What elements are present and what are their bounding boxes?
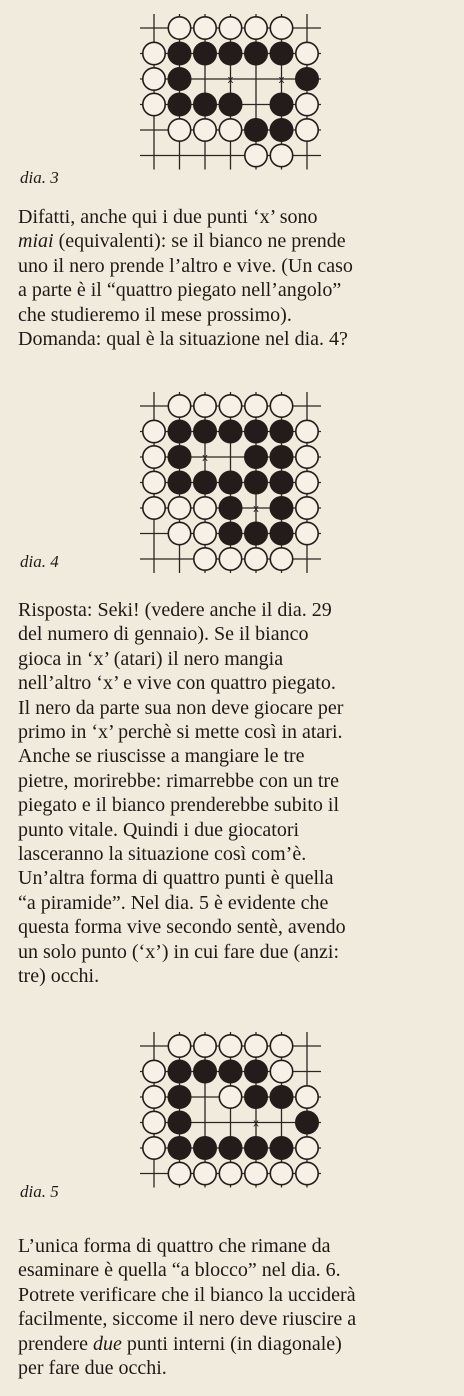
white-stone	[296, 522, 318, 544]
white-stone	[270, 1035, 292, 1057]
paragraph-2	[18, 598, 458, 989]
text-line	[18, 303, 458, 327]
white-stone	[194, 522, 216, 544]
white-stone	[194, 395, 216, 417]
text-line	[18, 866, 458, 890]
black-stone	[168, 1086, 190, 1108]
white-stone	[296, 1137, 318, 1159]
emphasis-text: miai	[18, 230, 54, 253]
white-stone	[296, 119, 318, 141]
text-line	[18, 622, 458, 646]
text-run: pietre, morirebbe: rimarrebbe con un tre	[18, 769, 339, 792]
text-run: L’unica forma di quattro che rimane da	[18, 1235, 331, 1257]
black-stone	[245, 42, 267, 64]
white-stone	[143, 1060, 165, 1082]
text-line	[18, 205, 458, 229]
black-stone	[194, 420, 216, 442]
white-stone	[194, 548, 216, 570]
white-stone	[143, 1086, 165, 1108]
white-stone	[296, 420, 318, 442]
text-line	[18, 671, 458, 695]
x-point-mark: x	[227, 74, 234, 86]
x-point-mark: x	[253, 1117, 259, 1130]
white-stone	[296, 1086, 318, 1108]
text-line	[18, 1332, 458, 1356]
black-stone	[168, 1060, 190, 1082]
black-stone	[194, 471, 216, 493]
white-stone	[143, 446, 165, 468]
white-stone	[194, 119, 216, 141]
white-stone	[270, 395, 292, 417]
dia-label: dia. 3	[20, 168, 59, 187]
text-line	[18, 1307, 458, 1331]
diagram-5	[0, 1020, 464, 1220]
black-stone	[168, 471, 190, 493]
text-run: Difatti, anche qui i due punti ‘x’ sono	[18, 206, 318, 228]
text-run: esaminare è quella “a blocco” nel dia. 6.	[18, 1259, 341, 1282]
text-run: Potrete verificare che il bianco la ucciderà	[18, 1283, 356, 1306]
dia-label: dia. 4	[20, 552, 59, 571]
white-stone	[296, 1162, 318, 1184]
text-line	[18, 915, 458, 939]
black-stone	[168, 68, 190, 90]
black-stone	[270, 93, 292, 115]
text-line	[18, 793, 458, 817]
white-stone	[296, 471, 318, 493]
x-point-mark: x	[278, 74, 285, 86]
black-stone	[219, 497, 241, 519]
black-stone	[219, 1060, 241, 1082]
text-run: lasceranno la situazione così com’è.	[18, 843, 307, 866]
white-stone	[168, 17, 190, 39]
text-run: del numero di gennaio). Se il bianco	[18, 623, 309, 646]
black-stone	[270, 522, 292, 544]
text-line	[18, 229, 458, 253]
text-run: punto vitale. Quindi i due giocatori	[18, 818, 300, 841]
black-stone	[219, 42, 241, 64]
white-stone	[143, 68, 165, 90]
black-stone	[168, 446, 190, 468]
black-stone	[219, 93, 241, 115]
white-stone	[194, 17, 216, 39]
black-stone	[194, 1137, 216, 1159]
white-stone	[296, 497, 318, 519]
text-line	[18, 964, 458, 988]
black-stone	[245, 471, 267, 493]
black-stone	[296, 68, 318, 90]
black-stone	[219, 471, 241, 493]
white-stone	[270, 548, 292, 570]
text-run: nell’altro ‘x’ e vive con quattro piegato.	[18, 672, 336, 695]
text-run: Risposta: Seki! (vedere anche il dia. 29	[18, 599, 332, 621]
black-stone	[245, 446, 267, 468]
black-stone	[296, 1111, 318, 1133]
text-line	[18, 769, 458, 793]
text-line	[18, 1356, 458, 1380]
black-stone	[219, 1137, 241, 1159]
text-run: facilmente, siccome il nero deve riuscire a	[18, 1308, 357, 1331]
black-stone	[270, 471, 292, 493]
go-board-dia-5	[140, 1032, 321, 1188]
white-stone	[194, 497, 216, 519]
white-stone	[168, 497, 190, 519]
black-stone	[168, 42, 190, 64]
text-line	[18, 842, 458, 866]
black-stone	[270, 42, 292, 64]
black-stone	[194, 93, 216, 115]
text-line	[18, 254, 458, 278]
text-line	[18, 1258, 458, 1282]
black-stone	[245, 522, 267, 544]
go-board-dia-3	[140, 14, 321, 170]
text-run: questa forma vive secondo sentè, avendo	[18, 916, 346, 939]
black-stone	[245, 1137, 267, 1159]
text-run: punti interni (in diagonale)	[121, 1332, 342, 1355]
text-run: che studieremo il mese prossimo).	[18, 303, 292, 326]
text-run: (equivalenti): se il bianco ne prende	[53, 230, 346, 253]
black-stone	[270, 446, 292, 468]
white-stone	[296, 93, 318, 115]
text-line	[18, 278, 458, 302]
emphasis-text: due	[92, 1332, 122, 1355]
black-stone	[245, 420, 267, 442]
black-stone	[245, 119, 267, 141]
black-stone	[270, 1137, 292, 1159]
text-line	[18, 818, 458, 842]
white-stone	[168, 1035, 190, 1057]
white-stone	[143, 471, 165, 493]
black-stone	[219, 420, 241, 442]
diagram-4	[0, 382, 464, 582]
white-stone	[143, 1111, 165, 1133]
text-run: Anche se riuscisse a mangiare le tre	[18, 745, 305, 768]
white-stone	[296, 446, 318, 468]
white-stone	[219, 548, 241, 570]
white-stone	[245, 144, 267, 166]
text-run: gioca in ‘x’ (atari) il nero mangia	[18, 647, 284, 670]
paragraph-1	[18, 205, 458, 351]
text-run: uno il nero prende l’altro e vive. (Un caso	[18, 254, 353, 277]
paragraph-3	[18, 1234, 458, 1380]
black-stone	[168, 93, 190, 115]
black-stone	[194, 42, 216, 64]
white-stone	[270, 144, 292, 166]
go-board-dia-4	[140, 392, 321, 573]
text-line	[18, 1283, 458, 1307]
white-stone	[143, 497, 165, 519]
text-run: a parte è il “quattro piegato nell’angolo”	[18, 279, 342, 302]
white-stone	[168, 1162, 190, 1184]
white-stone	[219, 1162, 241, 1184]
black-stone	[168, 1137, 190, 1159]
white-stone	[194, 1162, 216, 1184]
black-stone	[245, 1060, 267, 1082]
text-run: prendere	[18, 1332, 93, 1355]
white-stone	[143, 1137, 165, 1159]
diagram-3	[0, 0, 464, 200]
text-run: tre) occhi.	[18, 965, 100, 988]
text-run: per fare due occhi.	[18, 1357, 167, 1380]
white-stone	[245, 1162, 267, 1184]
text-line	[18, 327, 458, 351]
text-line	[18, 1234, 458, 1258]
white-stone	[219, 119, 241, 141]
black-stone	[194, 1060, 216, 1082]
white-stone	[143, 42, 165, 64]
black-stone	[270, 420, 292, 442]
white-stone	[245, 395, 267, 417]
white-stone	[219, 395, 241, 417]
text-line	[18, 940, 458, 964]
black-stone	[168, 1111, 190, 1133]
text-line	[18, 696, 458, 720]
text-line	[18, 744, 458, 768]
x-point-mark: x	[202, 452, 208, 464]
x-point-mark: x	[253, 503, 259, 515]
white-stone	[219, 1086, 241, 1108]
black-stone	[245, 1086, 267, 1108]
black-stone	[270, 497, 292, 519]
text-run: piegato e il bianco prenderebbe subito il	[18, 794, 340, 817]
black-stone	[168, 420, 190, 442]
white-stone	[270, 1060, 292, 1082]
white-stone	[270, 1162, 292, 1184]
text-line	[18, 891, 458, 915]
white-stone	[245, 548, 267, 570]
white-stone	[194, 1035, 216, 1057]
text-line	[18, 647, 458, 671]
white-stone	[270, 17, 292, 39]
text-run: Domanda: qual è la situazione nel dia. 4?	[18, 328, 348, 351]
text-line	[18, 720, 458, 744]
white-stone	[245, 1035, 267, 1057]
white-stone	[168, 395, 190, 417]
black-stone	[270, 119, 292, 141]
white-stone	[143, 93, 165, 115]
text-run: “a piramide”. Nel dia. 5 è evidente che	[18, 891, 329, 914]
dia-label: dia. 5	[20, 1182, 59, 1201]
white-stone	[219, 17, 241, 39]
white-stone	[143, 420, 165, 442]
text-run: Un’altra forma di quattro punti è quella	[18, 867, 334, 890]
text-line	[18, 598, 458, 622]
white-stone	[219, 1035, 241, 1057]
black-stone	[270, 1086, 292, 1108]
white-stone	[168, 522, 190, 544]
black-stone	[219, 522, 241, 544]
text-run: un solo punto (‘x’) in cui fare due (anzi:	[18, 940, 340, 963]
white-stone	[168, 119, 190, 141]
white-stone	[245, 17, 267, 39]
text-run: primo in ‘x’ perchè si mette così in atari.	[18, 721, 343, 744]
text-run: Il nero da parte sua non deve giocare per	[18, 696, 344, 719]
white-stone	[296, 42, 318, 64]
